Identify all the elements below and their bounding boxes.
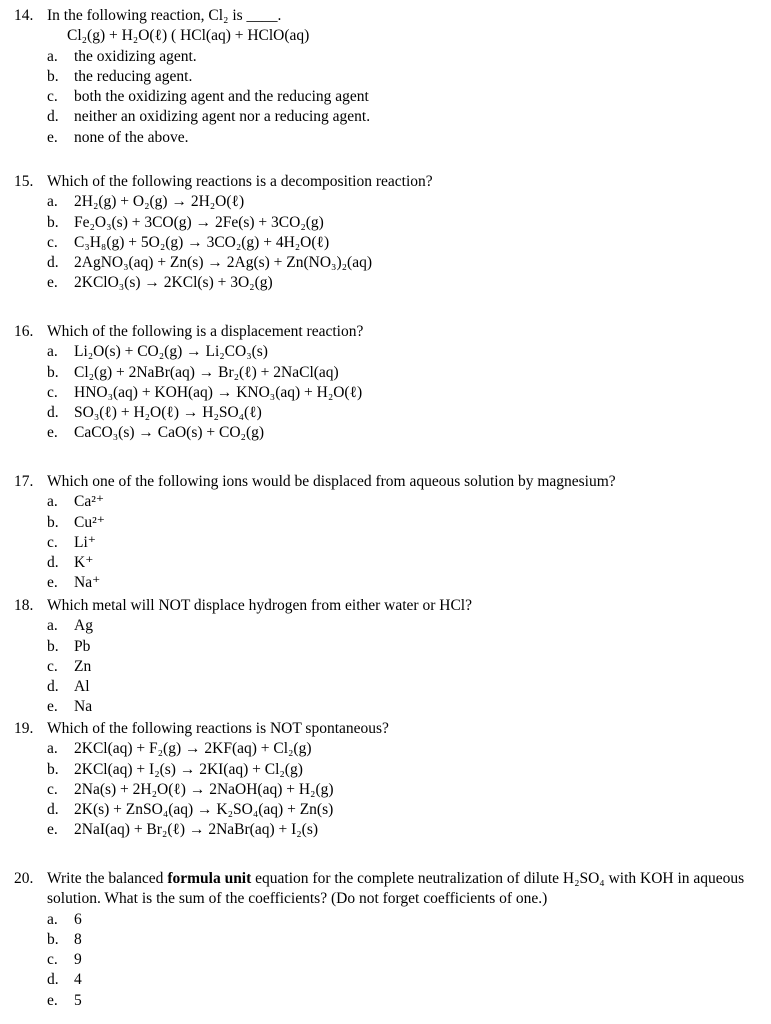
option-text: the reducing agent. bbox=[74, 67, 193, 85]
question-16 bbox=[0, 322, 771, 444]
question-15 bbox=[0, 172, 771, 294]
option-text: 2KClO₃(s) → 2KCl(s) + 3O₂(g) bbox=[74, 274, 273, 292]
option-letter: e. bbox=[47, 821, 58, 839]
option-text: neither an oxidizing agent nor a reducing agent. bbox=[74, 108, 371, 126]
option-text: 2H₂(g) + O₂(g) → 2H₂O(ℓ) bbox=[74, 193, 245, 211]
option-d bbox=[0, 677, 771, 697]
option-text: 6 bbox=[74, 910, 82, 928]
option-a bbox=[0, 616, 771, 636]
option-b bbox=[0, 67, 771, 87]
question-text bbox=[47, 869, 767, 910]
option-text: 2NaI(aq) + Br₂(ℓ) → 2NaBr(aq) + I₂(s) bbox=[74, 821, 319, 839]
option-letter: b. bbox=[47, 363, 59, 381]
option-letter: d. bbox=[47, 108, 59, 126]
question-text: Which one of the following ions would be displaced from aqueous solution by magnesium? bbox=[47, 473, 616, 490]
option-text: 2K(s) + ZnSO₄(aq) → K₂SO₄(aq) + Zn(s) bbox=[74, 801, 334, 819]
question-number: 20. bbox=[14, 870, 34, 887]
question-19 bbox=[0, 719, 771, 841]
option-c bbox=[0, 87, 771, 107]
option-letter: d. bbox=[47, 801, 59, 819]
option-letter: a. bbox=[47, 493, 58, 511]
option-letter: e. bbox=[47, 698, 58, 716]
option-letter: c. bbox=[47, 657, 58, 675]
option-letter: d. bbox=[47, 971, 59, 989]
option-letter: d. bbox=[47, 404, 59, 422]
question-text: In the following reaction, Cl₂ is ____. bbox=[47, 7, 282, 24]
option-letter: a. bbox=[47, 740, 58, 758]
option-letter: c. bbox=[47, 780, 58, 798]
option-a bbox=[0, 342, 771, 362]
option-text: 5 bbox=[74, 991, 82, 1009]
option-text: none of the above. bbox=[74, 128, 189, 146]
option-text: K⁺ bbox=[74, 554, 94, 572]
option-text: 2KCl(aq) + I₂(s) → 2KI(aq) + Cl₂(g) bbox=[74, 760, 303, 778]
question-number: 19. bbox=[14, 720, 34, 737]
question-number: 18. bbox=[14, 597, 34, 614]
option-text: 4 bbox=[74, 971, 82, 989]
option-letter: b. bbox=[47, 67, 59, 85]
option-letter: c. bbox=[47, 951, 58, 969]
option-d bbox=[0, 553, 771, 573]
option-e bbox=[0, 820, 771, 840]
option-text: Cu²⁺ bbox=[74, 513, 105, 531]
option-e bbox=[0, 697, 771, 717]
option-b bbox=[0, 637, 771, 657]
option-text: Li⁺ bbox=[74, 533, 96, 551]
option-letter: b. bbox=[47, 930, 59, 948]
option-letter: e. bbox=[47, 424, 58, 442]
question-text-part: equation for the complete neutralization of dilute H₂SO₄ with KOH in aqueous solution. What is the sum of the coefficients? (Do not forget coefficients of one.) bbox=[47, 870, 745, 908]
option-letter: a. bbox=[47, 193, 58, 211]
option-letter: b. bbox=[47, 213, 59, 231]
option-text: 2AgNO₃(aq) + Zn(s) → 2Ag(s) + Zn(NO₃)₂(aq) bbox=[74, 254, 372, 272]
option-c bbox=[0, 533, 771, 553]
option-letter: c. bbox=[47, 533, 58, 551]
option-text: 2Na(s) + 2H₂O(ℓ) → 2NaOH(aq) + H₂(g) bbox=[74, 780, 334, 798]
option-d bbox=[0, 800, 771, 820]
option-a bbox=[0, 47, 771, 67]
option-a bbox=[0, 192, 771, 212]
option-text: SO₃(ℓ) + H₂O(ℓ) → H₂SO₄(ℓ) bbox=[74, 404, 262, 422]
option-b bbox=[0, 760, 771, 780]
question-number: 17. bbox=[14, 473, 34, 490]
question-text: Which of the following is a displacement reaction? bbox=[47, 323, 364, 340]
option-text: HNO₃(aq) + KOH(aq) → KNO₃(aq) + H₂O(ℓ) bbox=[74, 383, 363, 401]
option-text: Na bbox=[74, 698, 93, 716]
option-letter: d. bbox=[47, 554, 59, 572]
question-text-bold: formula unit bbox=[167, 870, 252, 887]
option-letter: c. bbox=[47, 383, 58, 401]
option-text: Ag bbox=[74, 617, 93, 635]
option-text: Li₂O(s) + CO₂(g) → Li₂CO₃(s) bbox=[74, 343, 268, 361]
option-letter: a. bbox=[47, 617, 58, 635]
option-text: the oxidizing agent. bbox=[74, 47, 197, 65]
question-14 bbox=[0, 6, 771, 148]
option-text: 2KCl(aq) + F₂(g) → 2KF(aq) + Cl₂(g) bbox=[74, 740, 312, 758]
question-text-part: Write the balanced bbox=[47, 870, 168, 887]
option-c bbox=[0, 780, 771, 800]
question-number: 15. bbox=[14, 173, 34, 190]
option-letter: c. bbox=[47, 233, 58, 251]
option-e bbox=[0, 273, 771, 293]
option-letter: a. bbox=[47, 47, 58, 65]
option-letter: d. bbox=[47, 254, 59, 272]
option-c bbox=[0, 233, 771, 253]
option-d bbox=[0, 253, 771, 273]
option-a bbox=[0, 739, 771, 759]
option-letter: e. bbox=[47, 274, 58, 292]
option-text: both the oxidizing agent and the reducing agent bbox=[74, 88, 369, 106]
option-c bbox=[0, 657, 771, 677]
option-text: Pb bbox=[74, 637, 91, 655]
option-text: 8 bbox=[74, 930, 82, 948]
option-c bbox=[0, 383, 771, 403]
option-letter: d. bbox=[47, 678, 59, 696]
option-d bbox=[0, 970, 771, 990]
option-letter: e. bbox=[47, 574, 58, 592]
option-e bbox=[0, 128, 771, 148]
option-text: Na⁺ bbox=[74, 574, 101, 592]
question-18 bbox=[0, 596, 771, 718]
option-b bbox=[0, 513, 771, 533]
option-letter: e. bbox=[47, 128, 58, 146]
option-c bbox=[0, 950, 771, 970]
option-b bbox=[0, 363, 771, 383]
question-text: Which metal will NOT displace hydrogen from either water or HCl? bbox=[47, 597, 472, 614]
option-text: Ca²⁺ bbox=[74, 493, 105, 511]
option-text: CaCO₃(s) → CaO(s) + CO₂(g) bbox=[74, 424, 265, 442]
question-20 bbox=[0, 869, 771, 1011]
option-letter: b. bbox=[47, 760, 59, 778]
option-text: C₃H₈(g) + 5O₂(g) → 3CO₂(g) + 4H₂O(ℓ) bbox=[74, 233, 330, 251]
option-letter: a. bbox=[47, 343, 58, 361]
option-letter: e. bbox=[47, 991, 58, 1009]
question-number: 14. bbox=[14, 7, 34, 24]
option-text: 9 bbox=[74, 951, 82, 969]
question-text: Which of the following reactions is a decomposition reaction? bbox=[47, 173, 433, 190]
option-b bbox=[0, 930, 771, 950]
option-letter: a. bbox=[47, 910, 58, 928]
option-a bbox=[0, 910, 771, 930]
option-text: Al bbox=[74, 678, 90, 696]
reaction-equation: Cl₂(g) + H₂O(ℓ) ( HCl(aq) + HClO(aq) bbox=[67, 27, 310, 45]
option-letter: b. bbox=[47, 513, 59, 531]
question-text: Which of the following reactions is NOT spontaneous? bbox=[47, 720, 389, 737]
option-e bbox=[0, 991, 771, 1011]
option-b bbox=[0, 213, 771, 233]
option-d bbox=[0, 107, 771, 127]
option-e bbox=[0, 573, 771, 593]
option-text: Zn bbox=[74, 657, 92, 675]
option-text: Cl₂(g) + 2NaBr(aq) → Br₂(ℓ) + 2NaCl(aq) bbox=[74, 363, 339, 381]
option-d bbox=[0, 403, 771, 423]
question-17 bbox=[0, 472, 771, 594]
option-letter: b. bbox=[47, 637, 59, 655]
question-number: 16. bbox=[14, 323, 34, 340]
option-e bbox=[0, 423, 771, 443]
option-a bbox=[0, 492, 771, 512]
option-text: Fe₂O₃(s) + 3CO(g) → 2Fe(s) + 3CO₂(g) bbox=[74, 213, 324, 231]
option-letter: c. bbox=[47, 88, 58, 106]
